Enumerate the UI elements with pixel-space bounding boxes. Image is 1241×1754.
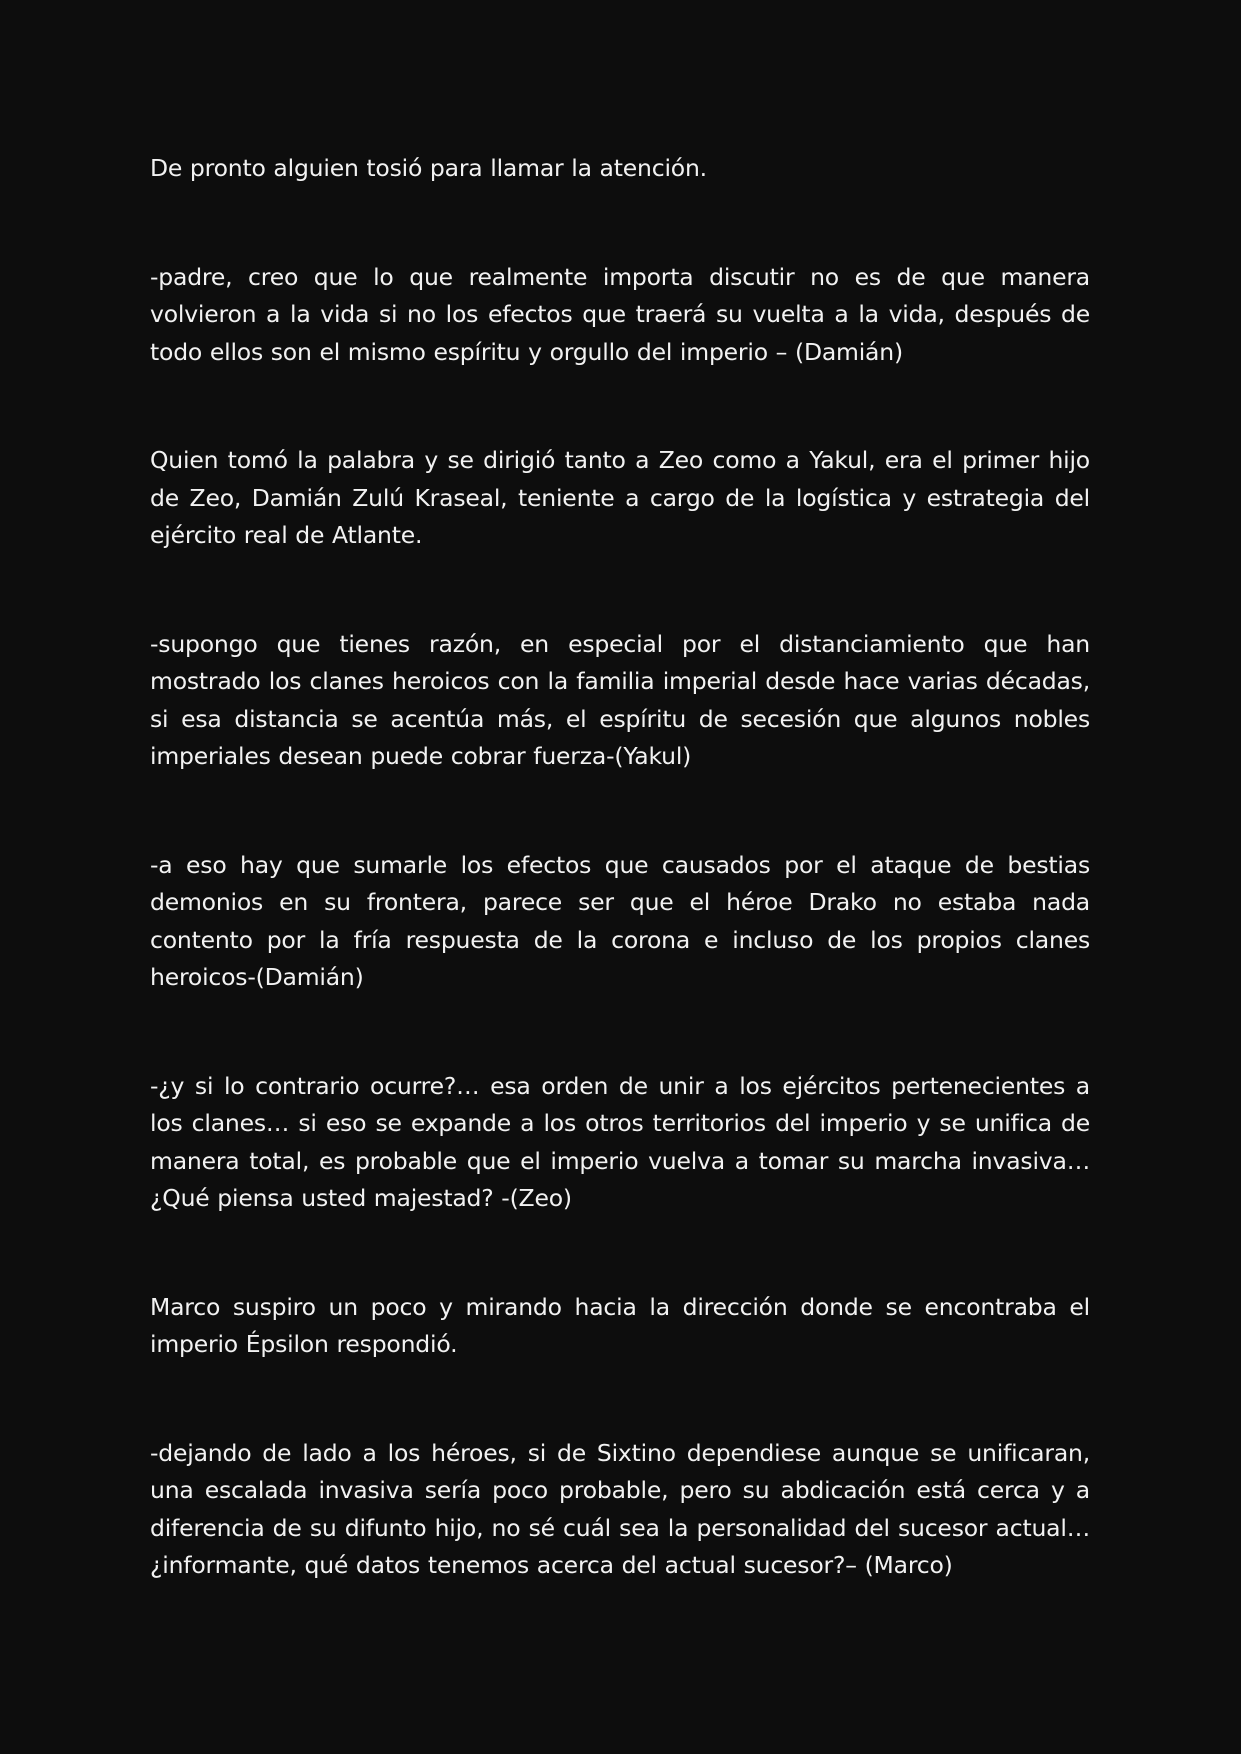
paragraph-dialogue-yakul: -supongo que tienes razón, en especial por el distanciamiento que han mostrado los clanes heroicos con la familia imperial desde hace varias décadas, si esa distancia se acentúa más, el espíritu de secesión que algunos nobles imperiales desean puede cobrar fuerza-(Yakul) (150, 629, 1090, 770)
paragraph-narration-cough: De pronto alguien tosió para llamar la atención. (150, 154, 707, 182)
paragraph-dialogue-damian-1: -padre, creo que lo que realmente importa discutir no es de que manera volvieron a la vida si no los efectos que traerá su vuelta a la vida, después de todo ellos son el mismo espíritu y orgullo del imperio – (Damián) (150, 262, 1090, 366)
paragraph-narration-damian-intro: Quien tomó la palabra y se dirigió tanto a Zeo como a Yakul, era el primer hijo de Zeo, Damián Zulú Kraseal, teniente a cargo de la logística y estrategia del ejército real de Atlante. (150, 446, 1090, 549)
paragraph-dialogue-zeo: -¿y si lo contrario ocurre?… esa orden de unir a los ejércitos pertenecientes a los clanes… si eso se expande a los otros territorios del imperio y se unifica de manera total, es probable que el imperio vuelva a tomar su marcha invasiva… ¿Qué piensa usted majestad? -(Zeo) (150, 1071, 1090, 1212)
document-page (150, 150, 1090, 1585)
paragraph-narration-marco: Marco suspiro un poco y mirando hacia la dirección donde se encontraba el imperio Épsilon respondió. (150, 1292, 1090, 1358)
paragraph-dialogue-marco: -dejando de lado a los héroes, si de Sixtino dependiese aunque se unificaran, una escalada invasiva sería poco probable, pero su abdicación está cerca y a diferencia de su difunto hijo, no sé cuál sea la personalidad del sucesor actual… ¿informante, qué datos tenemos acerca del actual sucesor?– (Marco) (150, 1438, 1090, 1579)
paragraph-dialogue-damian-2: -a eso hay que sumarle los efectos que causados por el ataque de bestias demonios en su frontera, parece ser que el héroe Drako no estaba nada contento por la fría respuesta de la corona e incluso de los propios clanes heroicos-(Damián) (150, 850, 1090, 991)
